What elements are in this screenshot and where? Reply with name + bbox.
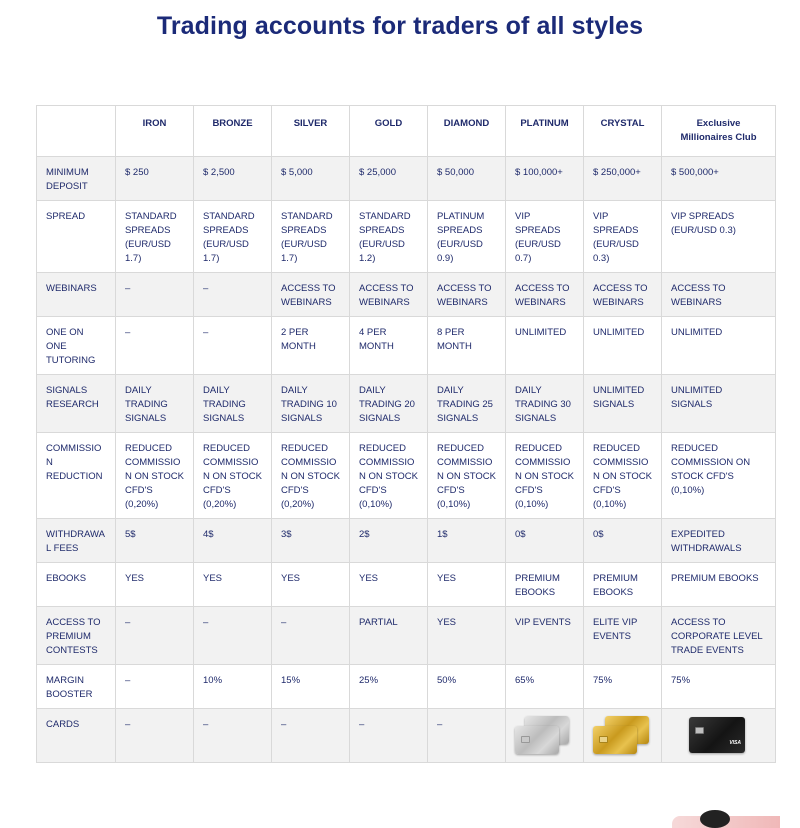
table-cell: UNLIMITED — [662, 317, 776, 375]
table-cell: DAILY TRADING 30 SIGNALS — [506, 375, 584, 433]
table-cell: 10% — [194, 665, 272, 709]
table-cell: 75% — [584, 665, 662, 709]
table-cell: – — [116, 665, 194, 709]
row-label-webinars: WEBINARS — [37, 273, 116, 317]
table-cell: ACCESS TO CORPORATE LEVEL TRADE EVENTS — [662, 607, 776, 665]
table-cell: – — [272, 709, 350, 763]
table-cell: – — [350, 709, 428, 763]
table-cell: ACCESS TO WEBINARS — [506, 273, 584, 317]
table-cell: YES — [350, 563, 428, 607]
table-cell: $ 250,000+ — [584, 157, 662, 201]
table-header-row — [37, 106, 776, 157]
table-cell: – — [116, 709, 194, 763]
table-cell: VIP EVENTS — [506, 607, 584, 665]
row-label-ebooks: EBOOKS — [37, 563, 116, 607]
table-cell: STANDARD SPREADS (EUR/USD 1.7) — [194, 201, 272, 273]
table-cell: 65% — [506, 665, 584, 709]
table-cell: DAILY TRADING 25 SIGNALS — [428, 375, 506, 433]
table-cell: REDUCED COMMISSION ON STOCK CFD'S (0,20%) — [272, 433, 350, 519]
table-cell: – — [194, 273, 272, 317]
table-cell: – — [194, 317, 272, 375]
row-label-access-to-premium-contests: ACCESS TO PREMIUM CONTESTS — [37, 607, 116, 665]
table-row-commission-reduction — [37, 433, 776, 519]
table-cell: PLATINUM SPREADS (EUR/USD 0.9) — [428, 201, 506, 273]
table-cell: $ 5,000 — [272, 157, 350, 201]
table-cell: REDUCED COMMISSION ON STOCK CFD'S (0,20%) — [194, 433, 272, 519]
table-cell: VIP SPREADS (EUR/USD 0.3) — [662, 201, 776, 273]
table-row-spread — [37, 201, 776, 273]
table-cell: 3$ — [272, 519, 350, 563]
table-cell: – — [116, 317, 194, 375]
table-cell: ACCESS TO WEBINARS — [584, 273, 662, 317]
table-cell: STANDARD SPREADS (EUR/USD 1.2) — [350, 201, 428, 273]
table-cell: 4$ — [194, 519, 272, 563]
table-cell: REDUCED COMMISSION ON STOCK CFD'S (0,10%) — [428, 433, 506, 519]
table-cell: 1$ — [428, 519, 506, 563]
table-cell: REDUCED COMMISSION ON STOCK CFD'S (0,10%) — [584, 433, 662, 519]
silver-card-icon — [515, 716, 577, 756]
row-label-spread: SPREAD — [37, 201, 116, 273]
row-label-signals-research: SIGNALS RESEARCH — [37, 375, 116, 433]
gold-card-icon — [593, 716, 655, 756]
header-iron: IRON — [116, 106, 194, 157]
table-cell: PARTIAL — [350, 607, 428, 665]
table-row-margin-booster — [37, 665, 776, 709]
table-cell: DAILY TRADING 10 SIGNALS — [272, 375, 350, 433]
row-label-minimum-deposit: MINIMUM DEPOSIT — [37, 157, 116, 201]
table-cell: YES — [116, 563, 194, 607]
table-cell: 2 PER MONTH — [272, 317, 350, 375]
table-cell: UNLIMITED SIGNALS — [584, 375, 662, 433]
table-cell: PREMIUM EBOOKS — [584, 563, 662, 607]
header-cell-empty — [37, 106, 116, 157]
table-cell: UNLIMITED — [584, 317, 662, 375]
table-cell: ACCESS TO WEBINARS — [428, 273, 506, 317]
header-silver: SILVER — [272, 106, 350, 157]
table-cell: STANDARD SPREADS (EUR/USD 1.7) — [272, 201, 350, 273]
corner-decoration — [672, 816, 780, 828]
table-cell: 0$ — [506, 519, 584, 563]
table-cell: REDUCED COMMISSION ON STOCK CFD'S (0,20%) — [116, 433, 194, 519]
table-cell: REDUCED COMMISSION ON STOCK CFD'S (0,10%) — [662, 433, 776, 519]
table-cell: 8 PER MONTH — [428, 317, 506, 375]
header-bronze: BRONZE — [194, 106, 272, 157]
table-row-one-on-one-tutoring — [37, 317, 776, 375]
table-cell: 75% — [662, 665, 776, 709]
table-cell: PREMIUM EBOOKS — [506, 563, 584, 607]
header-exclusive-millionaires-club: Exclusive Millionaires Club — [662, 106, 776, 157]
table-cell: – — [116, 273, 194, 317]
header-diamond: DIAMOND — [428, 106, 506, 157]
table-cell: REDUCED COMMISSION ON STOCK CFD'S (0,10%) — [350, 433, 428, 519]
table-cell: – — [194, 709, 272, 763]
table-cell: UNLIMITED SIGNALS — [662, 375, 776, 433]
table-cell: 25% — [350, 665, 428, 709]
table-cell: 50% — [428, 665, 506, 709]
table-cell: DAILY TRADING SIGNALS — [194, 375, 272, 433]
table-cell-platinum-card — [506, 709, 584, 763]
table-cell: – — [428, 709, 506, 763]
table-cell: ACCESS TO WEBINARS — [272, 273, 350, 317]
table-cell: ACCESS TO WEBINARS — [350, 273, 428, 317]
table-cell: ELITE VIP EVENTS — [584, 607, 662, 665]
table-row-access-to-premium-contests — [37, 607, 776, 665]
table-cell: $ 2,500 — [194, 157, 272, 201]
row-label-commission-reduction: COMMISSION REDUCTION — [37, 433, 116, 519]
page-title: Trading accounts for traders of all styles — [156, 12, 644, 40]
row-label-withdrawal-fees: WITHDRAWAL FEES — [37, 519, 116, 563]
table-cell: DAILY TRADING 20 SIGNALS — [350, 375, 428, 433]
table-cell: YES — [272, 563, 350, 607]
header-platinum: PLATINUM — [506, 106, 584, 157]
table-cell: EXPEDITED WITHDRAWALS — [662, 519, 776, 563]
table-row-signals-research — [37, 375, 776, 433]
table-cell: 4 PER MONTH — [350, 317, 428, 375]
table-cell: YES — [428, 607, 506, 665]
table-cell: DAILY TRADING SIGNALS — [116, 375, 194, 433]
table-cell: – — [272, 607, 350, 665]
table-cell: ACCESS TO WEBINARS — [662, 273, 776, 317]
header-crystal: CRYSTAL — [584, 106, 662, 157]
table-row-minimum-deposit — [37, 157, 776, 201]
table-cell: YES — [428, 563, 506, 607]
table-row-ebooks — [37, 563, 776, 607]
table-cell-exclusive-card — [662, 709, 776, 763]
table-cell: REDUCED COMMISSION ON STOCK CFD'S (0,10%) — [506, 433, 584, 519]
table-cell: YES — [194, 563, 272, 607]
visa-logo: VISA — [729, 740, 741, 746]
table-row-cards — [37, 709, 776, 763]
table-cell: $ 50,000 — [428, 157, 506, 201]
table-cell: $ 25,000 — [350, 157, 428, 201]
table-cell: 15% — [272, 665, 350, 709]
table-cell: 2$ — [350, 519, 428, 563]
header-gold: GOLD — [350, 106, 428, 157]
table-cell: VIP SPREADS (EUR/USD 0.7) — [506, 201, 584, 273]
table-cell: – — [194, 607, 272, 665]
table-cell-crystal-card — [584, 709, 662, 763]
table-cell: $ 500,000+ — [662, 157, 776, 201]
black-card-icon — [689, 717, 745, 753]
table-cell: 0$ — [584, 519, 662, 563]
table-cell: – — [116, 607, 194, 665]
row-label-cards: CARDS — [37, 709, 116, 763]
table-cell: UNLIMITED — [506, 317, 584, 375]
accounts-comparison-table — [36, 105, 776, 763]
row-label-margin-booster: MARGIN BOOSTER — [37, 665, 116, 709]
table-cell: STANDARD SPREADS (EUR/USD 1.7) — [116, 201, 194, 273]
table-cell: PREMIUM EBOOKS — [662, 563, 776, 607]
table-cell: 5$ — [116, 519, 194, 563]
table-cell: VIP SPREADS (EUR/USD 0.3) — [584, 201, 662, 273]
table-row-webinars — [37, 273, 776, 317]
table-cell: $ 250 — [116, 157, 194, 201]
table-cell: $ 100,000+ — [506, 157, 584, 201]
table-row-withdrawal-fees — [37, 519, 776, 563]
row-label-one-on-one-tutoring: ONE ON ONE TUTORING — [37, 317, 116, 375]
